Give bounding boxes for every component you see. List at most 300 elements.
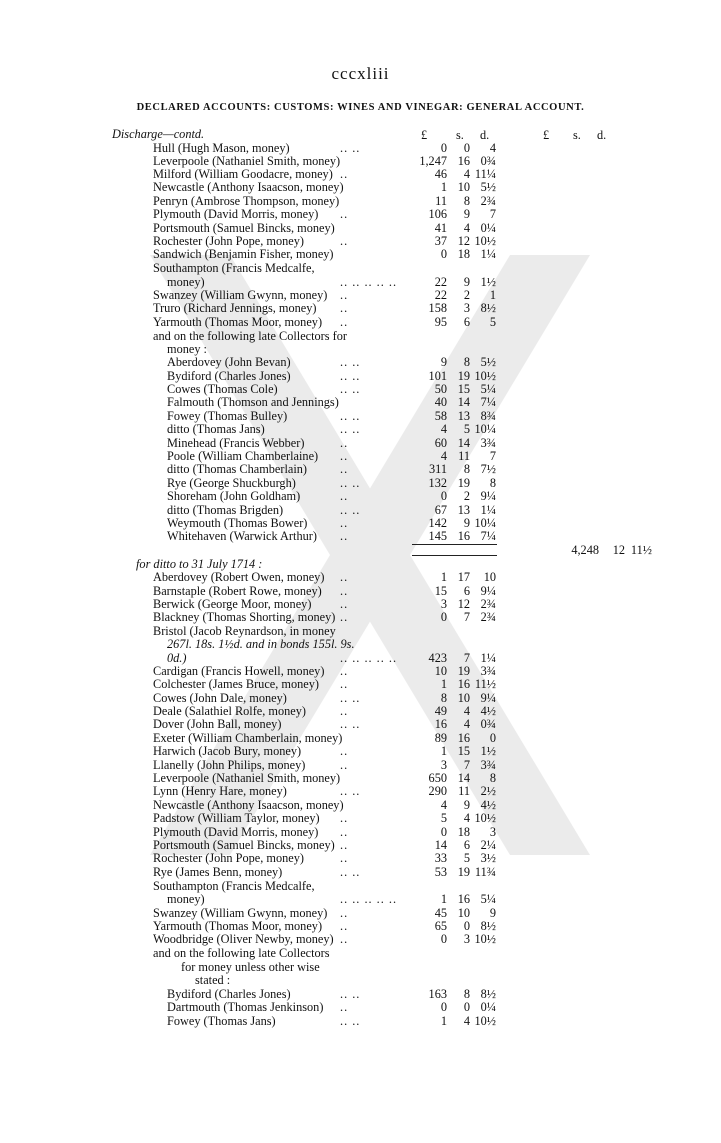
amount-pounds: 1 [440,677,447,691]
amount-pence: 4½ [480,704,496,718]
amount-pence: 5¼ [480,382,496,396]
amount-shillings: 14 [457,771,470,785]
leader-dots: .. [340,919,349,933]
amount-pounds: 101 [428,369,447,383]
entry-label: Aberdovey (John Bevan) [167,355,291,369]
ledger-row [0,907,721,920]
leader-dots: .. [340,489,349,503]
leader-dots: .. [340,570,349,584]
ledger-row [0,558,721,571]
amount-pence: 2¾ [480,194,496,208]
amount-pence: 10½ [474,369,496,383]
ledger-row [0,181,721,194]
ledger-row [0,1015,721,1028]
leader-dots: .. [340,758,349,772]
amount-pounds: 60 [434,436,447,450]
amount-pounds: 65 [434,919,447,933]
amount-pounds: 145 [428,529,447,543]
amount-pence: 8½ [480,987,496,1001]
ledger-row [0,142,721,155]
amount-pence: 3¾ [480,436,496,450]
entry-label: Fowey (Thomas Jans) [167,1014,276,1028]
amount-pounds: 311 [429,462,447,476]
amount-pence: 5½ [480,180,496,194]
leader-dots: .. .. [340,987,361,1001]
amount-shillings: 7 [463,651,470,665]
ledger-row [0,490,721,503]
ledger-row [0,1001,721,1014]
amount-pounds: 16 [434,717,447,731]
entry-label: Discharge—contd. [112,127,205,141]
amount-pounds: 22 [434,275,447,289]
amount-pounds: 11 [435,194,447,208]
amount-shillings: 14 [457,436,470,450]
amount-pounds: 1 [440,744,447,758]
leader-dots: .. [340,744,349,758]
ledger-row [0,450,721,463]
ledger-row [0,463,721,476]
amount-shillings: 4 [463,221,470,235]
header-pence: d. [480,128,490,142]
leader-dots: .. .. .. .. .. [340,275,398,289]
amount-pence: 5¼ [480,892,496,906]
leader-dots: .. .. [340,369,361,383]
entry-label: Harwich (Jacob Bury, money) [153,744,302,758]
entry-label: stated : [195,973,231,987]
amount-shillings: 6 [463,584,470,598]
amount-pence: 4½ [480,798,496,812]
page-number: cccxliii [331,64,390,83]
amount-pence: 11¾ [474,865,496,879]
ledger-row [0,396,721,409]
leader-dots: .. [340,516,349,530]
ledger-row [0,302,721,315]
leader-dots: .. .. [340,865,361,879]
entry-label: for money unless other wise [181,960,320,974]
entry-label: Rye (James Benn, money) [153,865,283,879]
entry-label: Yarmouth (Thomas Moor, money) [153,315,323,329]
ledger-row [0,933,721,946]
ledger-row [0,799,721,812]
amount-shillings: 10 [457,691,470,705]
amount-pence: 10¼ [474,516,496,530]
entry-label: 267l. 18s. 1½d. and in bonds 155l. 9s. [167,637,355,651]
entry-label: Sandwich (Benjamin Fisher, money) [153,247,334,261]
leader-dots: .. .. [340,355,361,369]
leader-dots: .. .. [340,476,361,490]
entry-label: Leverpoole (Nathaniel Smith, money) [153,154,341,168]
amount-pence: 1 [489,288,496,302]
entry-label: money) [167,275,205,289]
leader-dots: .. .. .. .. .. [340,892,398,906]
amount-pence: 9¼ [480,489,496,503]
ledger-row [0,316,721,329]
ledger-row [0,504,721,517]
amount-shillings: 19 [457,865,470,879]
ledger-row [0,370,721,383]
amount-shillings: 0 [463,919,470,933]
entry-label: Weymouth (Thomas Bower) [167,516,308,530]
amount-pounds: 1 [440,892,447,906]
entry-label: for ditto to 31 July 1714 : [136,557,263,571]
entry-label: Newcastle (Anthony Isaacson, money) [153,798,344,812]
amount-pounds: 89 [434,731,447,745]
amount-pounds: 33 [434,851,447,865]
ledger-row [0,866,721,879]
entry-label: Llanelly (John Philips, money) [153,758,306,772]
entry-label: Padstow (William Taylor, money) [153,811,320,825]
amount-pounds: 0 [440,610,447,624]
entry-label: ditto (Thomas Brigden) [167,503,284,517]
amount-shillings: 6 [463,838,470,852]
entry-label: Shoreham (John Goldham) [167,489,301,503]
ledger-row [0,852,721,865]
amount-shillings: 7 [463,758,470,772]
amount-pounds: 0 [440,489,447,503]
amount-pounds: 53 [434,865,447,879]
running-head: DECLARED ACCOUNTS: CUSTOMS: WINES AND VINEGAR: GENERAL ACCOUNT. [136,102,585,113]
entry-label: Plymouth (David Morris, money) [153,207,319,221]
leader-dots: .. [340,664,349,678]
ledger-row [0,530,721,543]
leader-dots: .. .. [340,503,361,517]
ledger-row [0,598,721,611]
ledger-row [0,356,721,369]
ledger-row [0,585,721,598]
amount-pence: 10½ [474,234,496,248]
ledger-row [0,745,721,758]
amount-pence: 2¾ [480,610,496,624]
amount-shillings: 5 [463,422,470,436]
amount-pounds: 46 [434,167,447,181]
ledger-row [0,665,721,678]
amount-shillings: 18 [457,825,470,839]
amount-shillings: 11 [458,784,470,798]
entry-label: Cardigan (Francis Howell, money) [153,664,325,678]
entry-label: Portsmouth (Samuel Bincks, money) [153,221,335,235]
ledger-row [0,477,721,490]
ledger-row [0,961,721,974]
ledger-row [0,276,721,289]
leader-dots: .. .. [340,717,361,731]
entry-label: Hull (Hugh Mason, money) [153,141,290,155]
leader-dots: .. .. .. .. .. [340,651,398,665]
amount-shillings: 16 [457,154,470,168]
amount-shillings: 8 [463,462,470,476]
entry-label: Newcastle (Anthony Isaacson, money) [153,180,344,194]
ledger-row [0,826,721,839]
amount-pence: 8¾ [480,409,496,423]
amount-pounds: 9 [440,355,447,369]
entry-label: Rye (George Shuckburgh) [167,476,296,490]
amount-pence: 10½ [474,932,496,946]
amount-pounds: 95 [434,315,447,329]
leader-dots: .. [340,825,349,839]
leader-dots: .. .. [340,382,361,396]
entry-label: Berwick (George Moor, money) [153,597,312,611]
amount-shillings: 2 [463,288,470,302]
amount-shillings: 0 [463,141,470,155]
total-rule [412,544,497,545]
amount-pounds: 8 [440,691,447,705]
ledger-row [0,638,721,651]
entry-label: Colchester (James Bruce, money) [153,677,319,691]
amount-shillings: 10 [457,906,470,920]
amount-shillings: 19 [457,476,470,490]
amount-pence: 2½ [480,784,496,798]
ledger-row [0,195,721,208]
ledger-row [0,920,721,933]
amount-shillings: 9 [463,207,470,221]
entry-label: Whitehaven (Warwick Arthur) [167,529,317,543]
ledger-row [0,625,721,638]
amount-pounds: 37 [434,234,447,248]
subtotal-pounds: 4,248 [571,543,599,557]
ledger-row [0,235,721,248]
entry-label: Cowes (Thomas Cole) [167,382,278,396]
leader-dots: .. .. [340,422,361,436]
amount-pence: 7½ [480,462,496,476]
amount-shillings: 7 [463,610,470,624]
amount-shillings: 16 [457,677,470,691]
amount-shillings: 0 [463,1000,470,1014]
entry-label: Penryn (Ambrose Thompson, money) [153,194,340,208]
ledger-row [0,128,721,141]
amount-pounds: 4 [440,422,447,436]
amount-shillings: 14 [457,395,470,409]
leader-dots: .. [340,436,349,450]
amount-shillings: 19 [457,369,470,383]
amount-pounds: 0 [440,932,447,946]
amount-pence: 5½ [480,355,496,369]
amount-pence: 9 [489,906,496,920]
amount-shillings: 3 [463,932,470,946]
leader-dots: .. [340,677,349,691]
entry-label: Bydiford (Charles Jones) [167,987,291,1001]
amount-pounds: 1 [440,1014,447,1028]
leader-dots: .. [340,1000,349,1014]
amount-pounds: 142 [428,516,447,530]
ledger-row [0,410,721,423]
amount-pence: 0¾ [480,717,496,731]
amount-pounds: 0 [440,1000,447,1014]
ledger-row [0,988,721,1001]
entry-label: Cowes (John Dale, money) [153,691,287,705]
amount-pounds: 50 [434,382,447,396]
entry-label: Bydiford (Charles Jones) [167,369,291,383]
amount-pence: 10 [483,570,496,584]
amount-pence: 1¼ [480,247,496,261]
leader-dots: .. [340,584,349,598]
amount-pence: 7¼ [480,395,496,409]
entry-label: Falmouth (Thomson and Jennings) [167,395,339,409]
amount-pounds: 106 [428,207,447,221]
amount-pence: 1¼ [480,651,496,665]
amount-shillings: 12 [457,597,470,611]
header-total-pounds: £ [543,128,550,142]
entry-label: Dover (John Ball, money) [153,717,282,731]
entry-label: 0d.) [167,651,187,665]
amount-pence: 9¼ [480,691,496,705]
ledger-row [0,678,721,691]
ledger-row [0,222,721,235]
entry-label: Fowey (Thomas Bulley) [167,409,288,423]
leader-dots: .. [340,288,349,302]
entry-label: Truro (Richard Jennings, money) [153,301,317,315]
amount-shillings: 4 [463,1014,470,1028]
amount-pounds: 1 [440,570,447,584]
ledger-row [0,248,721,261]
amount-pence: 1¼ [480,503,496,517]
amount-pence: 10½ [474,1014,496,1028]
amount-pounds: 40 [434,395,447,409]
entry-label: Dartmouth (Thomas Jenkinson) [167,1000,324,1014]
amount-shillings: 16 [457,892,470,906]
amount-pounds: 3 [440,597,447,611]
amount-pounds: 4 [440,449,447,463]
ledger-row [0,705,721,718]
entry-label: Barnstaple (Robert Rowe, money) [153,584,322,598]
amount-pence: 5 [489,315,496,329]
ledger-row [0,383,721,396]
amount-pounds: 49 [434,704,447,718]
ledger-row [0,732,721,745]
amount-pence: 2¾ [480,597,496,611]
amount-pounds: 423 [428,651,447,665]
leader-dots: .. [340,704,349,718]
amount-pence: 1½ [480,744,496,758]
amount-shillings: 8 [463,355,470,369]
amount-shillings: 9 [463,516,470,530]
entry-label: Lynn (Henry Hare, money) [153,784,287,798]
amount-pence: 8 [489,476,496,490]
amount-shillings: 15 [457,744,470,758]
amount-shillings: 10 [457,180,470,194]
amount-shillings: 2 [463,489,470,503]
amount-pence: 2¼ [480,838,496,852]
amount-pounds: 22 [434,288,447,302]
amount-pounds: 0 [440,825,447,839]
amount-pounds: 132 [428,476,447,490]
section-rule [412,555,497,556]
ledger-row [0,208,721,221]
entry-label: money : [167,342,207,356]
ledger-row [0,611,721,624]
amount-pounds: 290 [428,784,447,798]
amount-shillings: 4 [463,167,470,181]
subtotal-row [525,544,665,557]
subtotal-pence: 11½ [630,543,652,557]
ledger-row [0,343,721,356]
amount-pounds: 15 [434,584,447,598]
amount-pounds: 10 [434,664,447,678]
leader-dots: .. [340,234,349,248]
entry-label: ditto (Thomas Chamberlain) [167,462,308,476]
amount-shillings: 4 [463,717,470,731]
amount-shillings: 13 [457,409,470,423]
amount-pence: 7 [489,449,496,463]
leader-dots: .. .. [340,784,361,798]
amount-shillings: 9 [463,798,470,812]
entry-label: ditto (Thomas Jans) [167,422,265,436]
entry-label: Poole (William Chamberlaine) [167,449,319,463]
leader-dots: .. [340,932,349,946]
ledger-row [0,947,721,960]
entry-label: Exeter (William Chamberlain, money) [153,731,343,745]
amount-shillings: 11 [458,449,470,463]
amount-pence: 7¼ [480,529,496,543]
amount-pounds: 67 [434,503,447,517]
leader-dots: .. [340,597,349,611]
amount-pounds: 0 [440,141,447,155]
amount-shillings: 12 [457,234,470,248]
amount-pence: 3½ [480,851,496,865]
ledger-row [0,812,721,825]
amount-shillings: 8 [463,987,470,1001]
entry-label: Southampton (Francis Medcalfe, [153,879,315,893]
amount-pounds: 41 [434,221,447,235]
leader-dots: .. .. [340,409,361,423]
ledger-row [0,437,721,450]
amount-pounds: 58 [434,409,447,423]
amount-pence: 9¼ [480,584,496,598]
amount-pence: 0¼ [480,221,496,235]
amount-pounds: 45 [434,906,447,920]
entry-label: Milford (William Goodacre, money) [153,167,333,181]
amount-pence: 7 [489,207,496,221]
entry-label: Deale (Salathiel Rolfe, money) [153,704,306,718]
ledger-row [0,759,721,772]
amount-shillings: 9 [463,275,470,289]
amount-pounds: 3 [440,758,447,772]
entry-label: Blackney (Thomas Shorting, money) [153,610,336,624]
amount-pounds: 650 [428,771,447,785]
entry-label: Portsmouth (Samuel Bincks, money) [153,838,335,852]
leader-dots: .. .. [340,1014,361,1028]
amount-shillings: 19 [457,664,470,678]
ledger-row [0,974,721,987]
ledger-row [0,652,721,665]
leader-dots: .. [340,301,349,315]
leader-dots: .. [340,610,349,624]
amount-pence: 8½ [480,301,496,315]
leader-dots: .. [340,529,349,543]
header-shillings: s. [456,128,464,142]
leader-dots: .. [340,207,349,221]
entry-label: Swanzey (William Gwynn, money) [153,906,328,920]
amount-shillings: 6 [463,315,470,329]
ledger-row [0,692,721,705]
ledger-row [0,785,721,798]
amount-pounds: 0 [440,247,447,261]
amount-pounds: 1,247 [419,154,447,168]
entry-label: Woodbridge (Oliver Newby, money) [153,932,334,946]
ledger-row [0,155,721,168]
header-pounds: £ [421,128,428,142]
ledger-row [0,423,721,436]
leader-dots: .. [340,167,349,181]
amount-pounds: 1 [440,180,447,194]
leader-dots: .. [340,315,349,329]
header-total-pence: d. [597,128,607,142]
amount-pence: 8 [489,771,496,785]
leader-dots: .. [340,449,349,463]
amount-pounds: 4 [440,798,447,812]
ledger-row [0,517,721,530]
amount-pence: 3¾ [480,758,496,772]
amount-pence: 3¾ [480,664,496,678]
ledger-row [0,168,721,181]
